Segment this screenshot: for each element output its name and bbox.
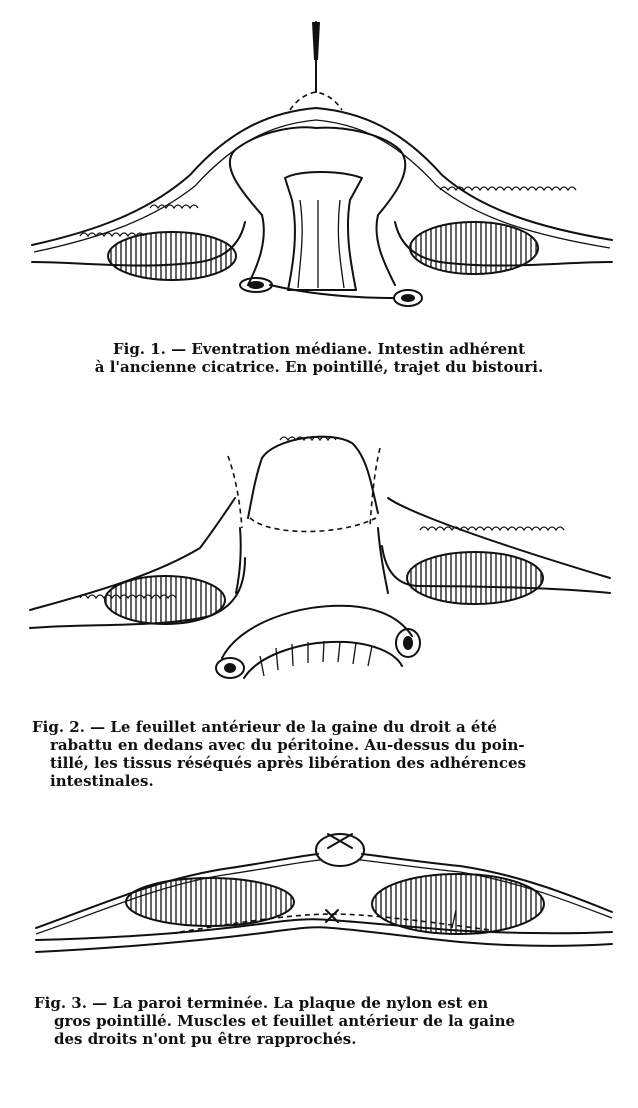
caption-line: des droits n'ont pu être rapprochés. bbox=[54, 1030, 357, 1048]
caption-line: Fig. 3. — La paroi terminée. La plaque de nylon est en bbox=[34, 994, 489, 1012]
caption-line: à l'ancienne cicatrice. En pointillé, trajet du bistouri. bbox=[94, 358, 544, 376]
caption-line: gros pointillé. Muscles et feuillet antérieur de la gaine bbox=[54, 1012, 516, 1030]
left-muscle-oval bbox=[126, 878, 294, 926]
left-muscle-oval bbox=[105, 576, 225, 624]
right-muscle-oval bbox=[407, 552, 543, 604]
figure-2-caption bbox=[32, 718, 622, 790]
resection-dotted-line bbox=[250, 518, 376, 532]
figure-3-illustration bbox=[0, 820, 638, 980]
figure-3-caption bbox=[34, 994, 624, 1048]
caption-line: tillé, les tissus réséqués après libération des adhérences bbox=[50, 754, 527, 772]
right-muscle-oval bbox=[410, 222, 538, 274]
figure-1-illustration bbox=[0, 0, 638, 330]
figure-2-illustration bbox=[0, 418, 638, 708]
caption-line: Fig. 2. — Le feuillet antérieur de la gaine du droit a été bbox=[32, 718, 497, 736]
left-muscle-oval bbox=[108, 232, 236, 280]
figure-1-caption bbox=[0, 340, 638, 376]
caption-line: intestinales. bbox=[50, 772, 154, 790]
suture-knot-icon bbox=[316, 834, 364, 866]
caption-line: Fig. 1. — Eventration médiane. Intestin adhérent bbox=[112, 340, 526, 358]
scalpel-icon bbox=[312, 22, 320, 92]
caption-line: rabattu en dedans avec du péritoine. Au-dessus du poin- bbox=[50, 736, 525, 754]
freed-intestine-loop bbox=[216, 606, 420, 678]
